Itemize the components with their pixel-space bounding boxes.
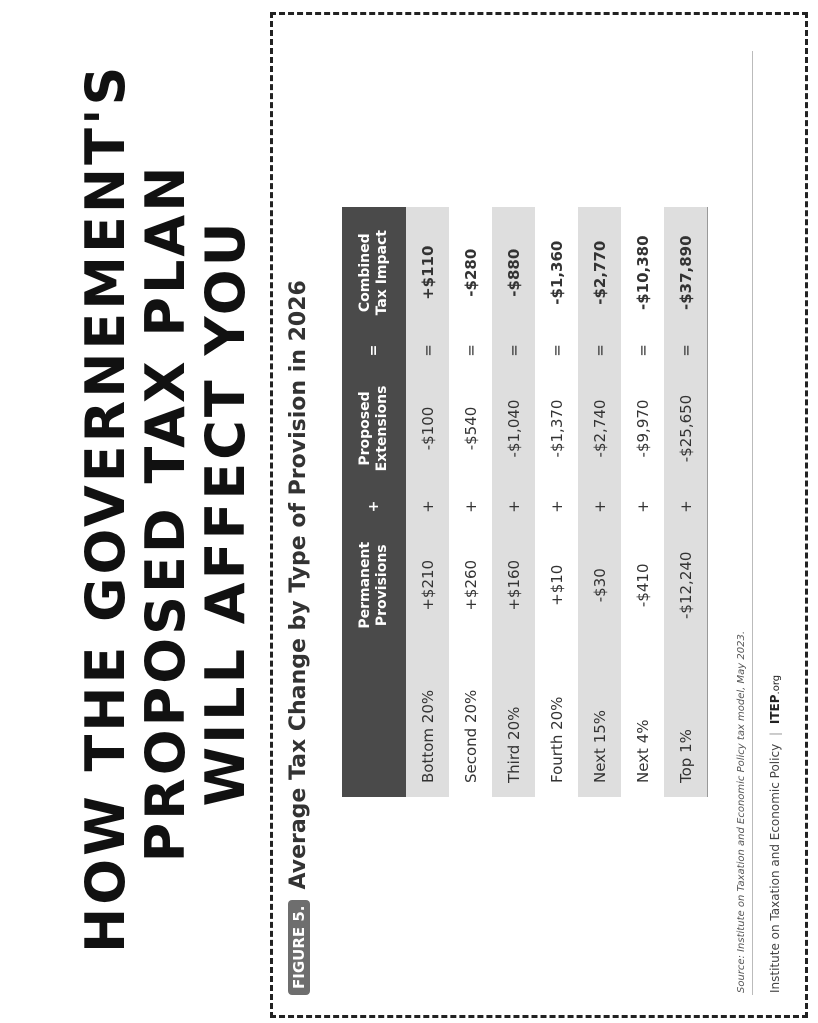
figure-label: FIGURE 5.: [288, 900, 310, 995]
headline: [74, 63, 257, 953]
cell-proposed: -$1,040: [492, 362, 535, 494]
cell-permanent: +$260: [449, 519, 492, 652]
cell-group: Fourth 20%: [535, 652, 578, 797]
table-row: [664, 207, 708, 797]
cell-combined: -$880: [492, 207, 535, 338]
headline-line-1: HOW THE GOVERNEMENT'S: [74, 63, 137, 953]
cell-combined: -$10,380: [621, 207, 664, 338]
cell-equals: =: [621, 338, 664, 362]
cell-proposed: -$100: [406, 362, 449, 494]
cell-proposed: -$25,650: [664, 362, 708, 494]
cell-group: Top 1%: [664, 652, 708, 797]
header-proposed-line-1: Proposed: [357, 391, 373, 466]
headline-line-2: PROPOSED TAX PLAN: [134, 163, 197, 863]
header-equals: =: [342, 338, 406, 362]
cell-permanent: +$160: [492, 519, 535, 652]
footer-separator: |: [768, 731, 782, 736]
source-note: Source: Institute on Taxation and Economic Policy tax model, May 2023.: [736, 630, 747, 993]
cell-plus: +: [449, 495, 492, 519]
table-row: [406, 207, 449, 797]
cell-equals: =: [406, 338, 449, 362]
footer-brand: [768, 675, 782, 724]
cell-equals: =: [664, 338, 708, 362]
cell-group: Next 15%: [578, 652, 621, 797]
cell-group: Third 20%: [492, 652, 535, 797]
cell-plus: +: [578, 495, 621, 519]
figure-title: [286, 280, 311, 995]
cell-plus: +: [406, 495, 449, 519]
cell-group: Bottom 20%: [406, 652, 449, 797]
table-row: [492, 207, 535, 797]
cell-proposed: -$9,970: [621, 362, 664, 494]
table-row: [535, 207, 578, 797]
table-row: [449, 207, 492, 797]
table-row: [578, 207, 621, 797]
header-combined-line-1: Combined: [357, 233, 373, 313]
table-row: [621, 207, 664, 797]
header-plus: +: [342, 495, 406, 519]
tax-change-table: [342, 207, 708, 797]
header-combined: [342, 207, 406, 338]
cell-combined: +$110: [406, 207, 449, 338]
cell-permanent: -$12,240: [664, 519, 708, 652]
header-permanent-line-1: Permanent: [357, 541, 373, 629]
cell-combined: -$2,770: [578, 207, 621, 338]
cell-plus: +: [492, 495, 535, 519]
footer-divider: [752, 51, 753, 995]
table-header-row: [342, 207, 406, 797]
header-proposed-line-2: Extensions: [374, 385, 390, 472]
footer-brand-suffix: .org: [771, 674, 782, 695]
cell-group: Next 4%: [621, 652, 664, 797]
cell-combined: -$37,890: [664, 207, 708, 338]
cell-equals: =: [449, 338, 492, 362]
figure-title-text: Average Tax Change by Type of Provision in 2026: [286, 280, 311, 890]
header-permanent-line-2: Provisions: [374, 544, 390, 627]
cell-group: Second 20%: [449, 652, 492, 797]
cell-proposed: -$1,370: [535, 362, 578, 494]
cell-combined: -$1,360: [535, 207, 578, 338]
footer-brand-name: ITEP: [768, 694, 782, 725]
cell-combined: -$280: [449, 207, 492, 338]
header-proposed: [342, 362, 406, 494]
cell-plus: +: [664, 495, 708, 519]
cell-equals: =: [535, 338, 578, 362]
header-permanent: [342, 519, 406, 652]
footer-org: Institute on Taxation and Economic Policy: [768, 743, 782, 993]
cell-permanent: -$410: [621, 519, 664, 652]
cell-proposed: -$540: [449, 362, 492, 494]
cell-proposed: -$2,740: [578, 362, 621, 494]
footer: [768, 675, 782, 993]
headline-line-3: WILL AFFECT YOU: [194, 219, 257, 807]
header-group: [342, 652, 406, 797]
cell-equals: =: [578, 338, 621, 362]
cell-equals: =: [492, 338, 535, 362]
cell-permanent: +$210: [406, 519, 449, 652]
cell-plus: +: [621, 495, 664, 519]
header-combined-line-2: Tax Impact: [374, 230, 390, 316]
cell-plus: +: [535, 495, 578, 519]
cell-permanent: -$30: [578, 519, 621, 652]
cell-permanent: +$10: [535, 519, 578, 652]
